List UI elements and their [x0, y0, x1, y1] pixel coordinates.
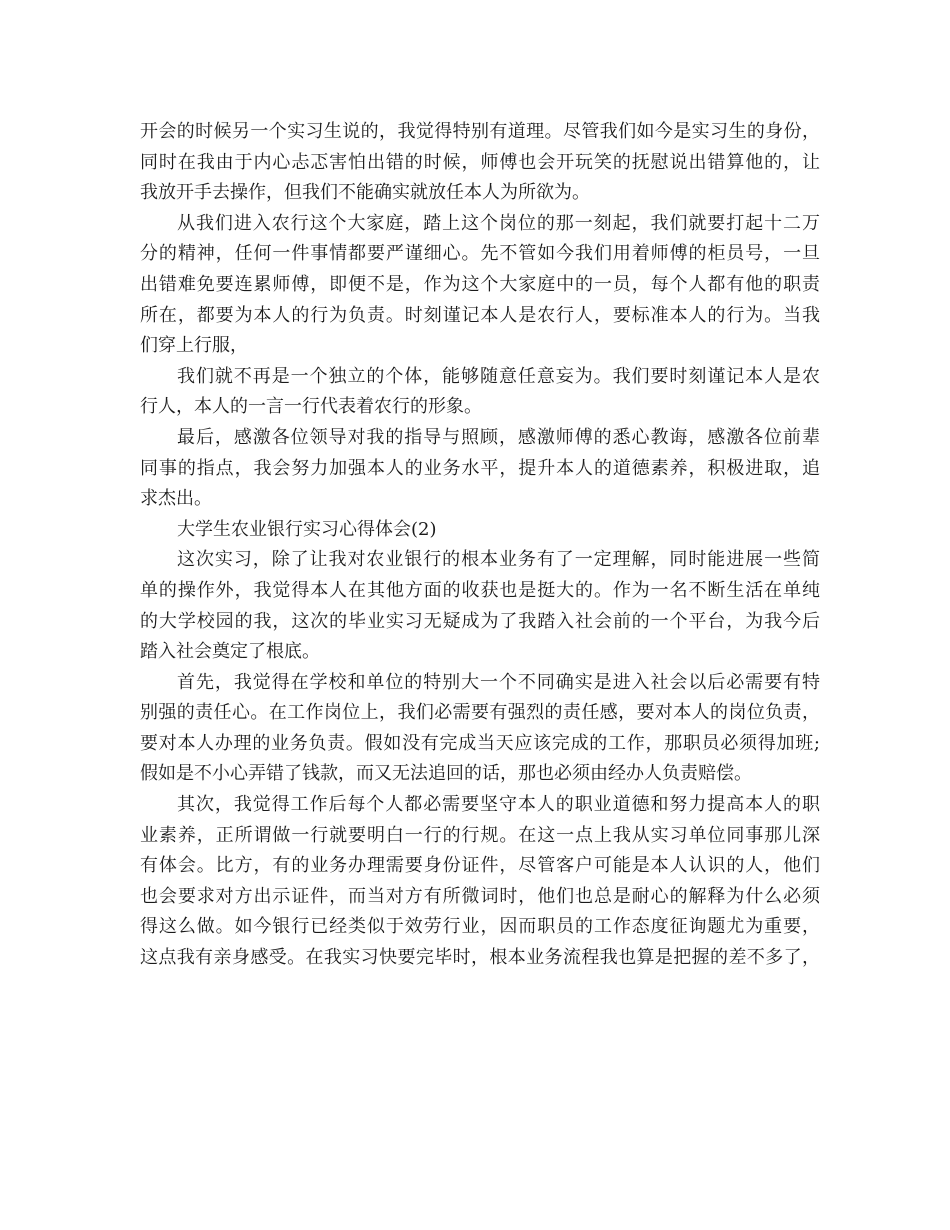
text-line: 也会要求对方出示证件，而当对方有所微词时，他们也总是耐心的解释为什么必须: [140, 885, 820, 907]
text-line: 我放开手去操作，但我们不能确实就放任本人为所欲为。: [140, 182, 590, 204]
text-line: 所在，都要为本人的行为负责。时刻谨记本人是农行人，要标准本人的行为。当我: [140, 304, 820, 326]
text-line: 行人，本人的一言一行代表着农行的形象。: [140, 396, 482, 418]
text-line: 业素养，正所谓做一行就要明白一行的行规。在这一点上我从实习单位同事那儿深: [140, 824, 820, 846]
text-line: 同时在我由于内心忐忑害怕出错的时候，师傅也会开玩笑的抚慰说出错算他的，让: [140, 151, 820, 173]
text-line: 有体会。比方，有的业务办理需要身份证件，尽管客户可能是本人认识的人，他们: [140, 855, 820, 877]
paragraph-start-line: 从我们进入农行这个大家庭，踏上这个岗位的那一刻起，我们就要打起十二万: [177, 212, 820, 234]
text-line: 要对本人办理的业务负责。假如没有完成当天应该完成的工作，那职员必须得加班;: [140, 732, 820, 754]
text-line: 的大学校园的我，这次的毕业实习无疑成为了我踏入社会前的一个平台，为我今后: [140, 610, 820, 632]
paragraph-start-line: 首先，我觉得在学校和单位的特别大一个不同确实是进入社会以后必需要有特: [177, 671, 820, 693]
text-line: 分的精神，任何一件事情都要严谨细心。先不管如今我们用着师傅的柜员号，一旦: [140, 243, 820, 265]
paragraph-start-line: 这次实习，除了让我对农业银行的根本业务有了一定理解，同时能进展一些简: [177, 549, 820, 571]
text-line: 这点我有亲身感受。在我实习快要完毕时，根本业务流程我也算是把握的差不多了，: [140, 947, 820, 969]
text-line: 们穿上行服，: [140, 335, 248, 357]
text-line: 求杰出。: [140, 488, 212, 510]
text-line: 得这么做。如今银行已经类似于效劳行业，因而职员的工作态度征询题尤为重要，: [140, 916, 820, 938]
text-line: 出错难免要连累师傅，即便不是，作为这个大家庭中的一员，每个人都有他的职责: [140, 273, 820, 295]
text-line: 开会的时候另一个实习生说的，我觉得特别有道理。尽管我们如今是实习生的身份，: [140, 121, 820, 142]
text-line: 同事的指点，我会努力加强本人的业务水平，提升本人的道德素养，积极进取，追: [140, 457, 820, 479]
paragraph-start-line: 大学生农业银行实习心得体会(2): [177, 518, 437, 540]
paragraph-start-line: 最后，感激各位领导对我的指导与照顾，感激师傅的悉心教诲，感激各位前辈: [177, 426, 820, 448]
paragraph-start-line: 我们就不再是一个独立的个体，能够随意任意妄为。我们要时刻谨记本人是农: [177, 365, 820, 387]
text-line: 假如是不小心弄错了钱款，而又无法追回的话，那也必须由经办人负责赔偿。: [140, 763, 752, 785]
text-line: 单的操作外，我觉得本人在其他方面的收获也是挺大的。作为一名不断生活在单纯: [140, 579, 820, 601]
paragraph-start-line: 其次，我觉得工作后每个人都必需要坚守本人的职业道德和努力提高本人的职: [177, 794, 820, 816]
document-body: [140, 117, 820, 974]
text-line: 踏入社会奠定了根底。: [140, 641, 320, 663]
text-line: 别强的责任心。在工作岗位上，我们必需要有强烈的责任感，要对本人的岗位负责，: [140, 702, 820, 724]
